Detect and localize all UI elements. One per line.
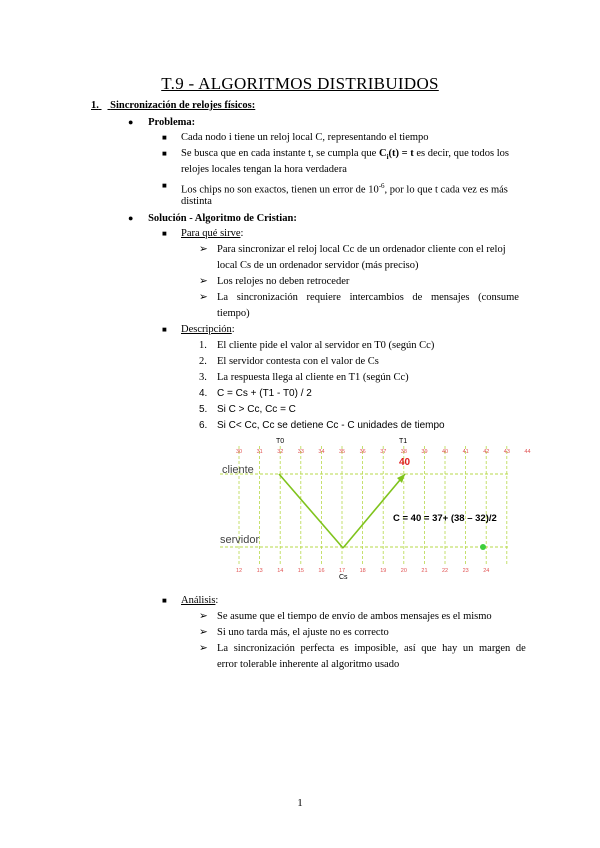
square-bullet-icon: ■: [162, 149, 167, 158]
arrow-bullet-icon: ➢: [199, 276, 208, 287]
analisis-item-2: Si uno tarda más, el ajuste no es correcto: [217, 627, 389, 638]
bottom-tick-label: 15: [297, 568, 304, 574]
top-tick-label: 44: [524, 449, 531, 455]
problema-item-2: Se busca que en cada instante t, se cumpla que $C_i(t) = t$ es decir, que todos los: [181, 148, 509, 162]
cs-label: Cs: [339, 574, 348, 581]
bullet-dot-icon: ●: [128, 213, 134, 223]
response-arrow: [343, 474, 405, 548]
square-bullet-icon: ■: [162, 596, 167, 605]
arrow-bullet-icon: ➢: [199, 292, 208, 303]
problema-item-3-cont: distinta: [181, 196, 212, 207]
green-dot: [480, 544, 486, 550]
section-heading: [91, 98, 255, 114]
step-number: 1.: [199, 340, 207, 351]
bottom-tick-label: 12: [236, 568, 243, 574]
para-que-item-3: La sincronización requiere intercambios de mensajes (consume: [217, 292, 519, 303]
bottom-tick-labels: [236, 568, 489, 574]
para-que-item-1: Para sincronizar el reloj local Cc de un ordenador cliente con el reloj: [217, 244, 506, 255]
t1-label: T1: [399, 438, 408, 445]
top-tick-label: 42: [483, 449, 490, 455]
problema-heading: [128, 114, 195, 131]
step-number: 3.: [199, 372, 207, 383]
step-text: La respuesta llega al cliente en T1 (según Cc): [217, 372, 409, 383]
para-que-item-3-cont: tiempo): [217, 308, 250, 319]
step-text: El cliente pide el valor al servidor en T0 (según Cc): [217, 340, 435, 351]
arrow-bullet-icon: ➢: [199, 643, 208, 654]
problema-item-3: Los chips no son exactos, tienen un error de $10^{-6}$, por lo que t cada vez es más: [181, 182, 508, 196]
step-text: C = Cs + (T1 - T0) / 2: [217, 388, 312, 399]
square-bullet-icon: ■: [162, 229, 167, 238]
bullet-dot-icon: ●: [128, 117, 134, 127]
top-tick-label: 31: [256, 449, 263, 455]
list-item: [162, 593, 167, 609]
problema-label: Problema:: [148, 117, 196, 128]
t0-label: T0: [276, 438, 285, 445]
top-tick-label: 30: [236, 449, 243, 455]
top-tick-label: 34: [318, 449, 325, 455]
bottom-tick-label: 20: [400, 568, 407, 574]
para-que-heading: Para qué sirve:: [181, 228, 244, 239]
list-item: [162, 322, 167, 338]
step-number: 4.: [199, 388, 208, 399]
solucion-label: Solución - Algoritmo de Cristian:: [148, 213, 297, 224]
section-number: 1.: [91, 100, 99, 111]
cristian-diagram: [220, 434, 531, 582]
step-text: Si C > Cc, Cc = C: [217, 404, 296, 415]
list-item: [162, 178, 167, 194]
page-number: 1: [297, 797, 303, 809]
analisis-item-3: La sincronización perfecta es imposible, así que hay un margen de: [217, 643, 526, 654]
arrow-bullet-icon: ➢: [199, 611, 208, 622]
top-tick-label: 35: [339, 449, 346, 455]
arrow-bullet-icon: ➢: [199, 627, 208, 638]
bottom-tick-label: 23: [462, 568, 469, 574]
section-heading-text: Sincronización de relojes físicos:: [110, 100, 256, 111]
para-que-item-1-cont: local Cs de un ordenador servidor (más preciso): [217, 260, 419, 271]
bottom-tick-label: 19: [380, 568, 387, 574]
bottom-tick-label: 14: [277, 568, 284, 574]
step-number: 2.: [199, 356, 207, 367]
step-number: 6.: [199, 420, 208, 431]
top-tick-label: 43: [503, 449, 510, 455]
top-tick-label: 39: [421, 449, 428, 455]
top-tick-label: 41: [462, 449, 469, 455]
servidor-label: servidor: [220, 534, 260, 546]
top-tick-label: 32: [277, 449, 284, 455]
list-item: [162, 146, 167, 162]
cliente-label: cliente: [222, 464, 254, 476]
analisis-heading: Análisis:: [181, 595, 219, 606]
list-item: [162, 130, 167, 146]
formula: $C_i(t) = t$: [378, 148, 414, 162]
request-arrow: [279, 474, 343, 548]
descripcion-heading: Descripción:: [181, 324, 235, 335]
square-bullet-icon: ■: [162, 181, 167, 190]
analisis-item-3-cont: error tolerable inherente al algoritmo usado: [217, 659, 400, 670]
bottom-tick-label: 24: [483, 568, 490, 574]
page-title: T.9 - ALGORITMOS DISTRIBUIDOS: [161, 74, 439, 93]
top-tick-label: 38: [400, 449, 407, 455]
solucion-heading: [128, 210, 297, 227]
list-item: [162, 226, 167, 242]
top-tick-label: 37: [380, 449, 387, 455]
analisis-item-1: Se asume que el tiempo de envío de ambos mensajes es el mismo: [217, 611, 492, 622]
square-bullet-icon: ■: [162, 133, 167, 142]
bottom-tick-label: 18: [359, 568, 366, 574]
step-number: 5.: [199, 404, 208, 415]
problema-item-1: Cada nodo i tiene un reloj local C, representando el tiempo: [181, 132, 429, 143]
formula-label: C = 40 = 37+ (38 – 32)/2: [393, 513, 497, 524]
step-text: El servidor contesta con el valor de Cs: [217, 356, 379, 367]
bottom-tick-label: 13: [256, 568, 263, 574]
top-tick-label: 33: [297, 449, 304, 455]
top-tick-label: 36: [359, 449, 366, 455]
bottom-tick-label: 22: [442, 568, 449, 574]
problema-item-2-cont: relojes locales tengan la hora verdadera: [181, 164, 347, 175]
bottom-tick-label: 21: [421, 568, 428, 574]
square-bullet-icon: ■: [162, 325, 167, 334]
top-tick-labels: [236, 449, 531, 455]
step-text: Si C< Cc, Cc se detiene Cc - C unidades de tiempo: [217, 420, 445, 431]
grid-vertical-lines: [239, 446, 507, 564]
bottom-tick-label: 17: [339, 568, 346, 574]
bottom-tick-label: 16: [318, 568, 325, 574]
top-tick-label: 40: [442, 449, 449, 455]
grid-horizontal-lines: [220, 474, 510, 547]
para-que-item-2: Los relojes no deben retroceder: [217, 276, 350, 287]
value-label: 40: [399, 457, 411, 468]
arrow-bullet-icon: ➢: [199, 244, 208, 255]
